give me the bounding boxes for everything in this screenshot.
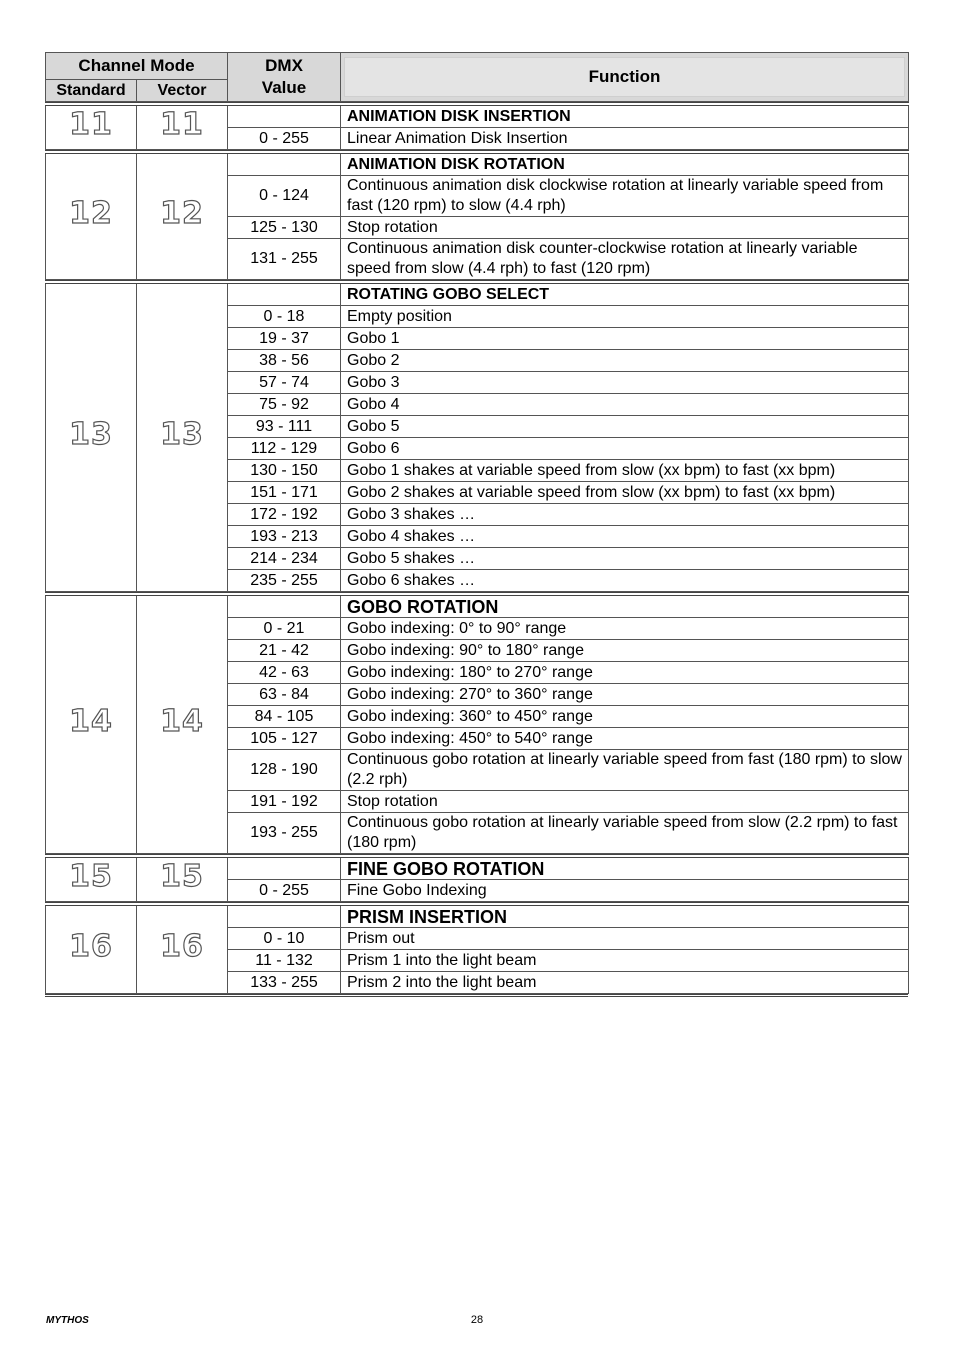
function-cell: Gobo 6 — [341, 438, 909, 460]
standard-channel-number — [46, 904, 137, 994]
dmx-value-cell: 93 - 111 — [228, 416, 341, 438]
dmx-value-cell: 21 - 42 — [228, 640, 341, 662]
dmx-value-cell: 57 - 74 — [228, 372, 341, 394]
function-header-label: Function — [344, 57, 905, 97]
function-cell: Prism 1 into the light beam — [341, 950, 909, 972]
function-cell: Continuous animation disk clockwise rotation at linearly variable speed from fast (120 rpm) to slow (4.4 rph) — [341, 176, 909, 217]
standard-channel-label: 14 — [69, 704, 113, 739]
function-cell: Gobo indexing: 450° to 540° range — [341, 728, 909, 750]
channel-group — [46, 856, 909, 902]
channel-group — [46, 594, 909, 854]
dmx-value-cell: 11 - 132 — [228, 950, 341, 972]
channel-group — [46, 904, 909, 994]
function-cell: Prism 2 into the light beam — [341, 972, 909, 994]
vector-channel-number — [137, 104, 228, 150]
dmx-value-cell: 0 - 21 — [228, 618, 341, 640]
dmx-value-cell: 0 - 124 — [228, 176, 341, 217]
vector-channel-label: 16 — [160, 929, 204, 964]
standard-channel-label: 16 — [69, 929, 113, 964]
dmx-channel-table — [45, 52, 909, 102]
dmx-value-cell: 193 - 213 — [228, 526, 341, 548]
function-cell: Gobo 4 — [341, 394, 909, 416]
standard-channel-number — [46, 282, 137, 592]
dmx-value-cell: 63 - 84 — [228, 684, 341, 706]
dmx-value-cell: 133 - 255 — [228, 972, 341, 994]
function-group-title: FINE GOBO ROTATION — [341, 856, 909, 880]
function-group-title: PRISM INSERTION — [341, 904, 909, 928]
standard-channel-number — [46, 594, 137, 854]
vector-channel-number — [137, 282, 228, 592]
dmx-value-cell: 38 - 56 — [228, 350, 341, 372]
dmx-value-cell: 42 - 63 — [228, 662, 341, 684]
standard-channel-number — [46, 104, 137, 150]
table-header — [46, 53, 909, 102]
dmx-value-cell: 131 - 255 — [228, 239, 341, 280]
function-group-title: ANIMATION DISK ROTATION — [341, 152, 909, 176]
dmx-value-cell: 193 - 255 — [228, 813, 341, 854]
vector-channel-number — [137, 152, 228, 280]
vector-channel-label: 11 — [160, 107, 204, 142]
dmx-value-cell: 0 - 255 — [228, 128, 341, 150]
function-cell: Gobo 3 shakes … — [341, 504, 909, 526]
function-cell: Gobo 1 shakes at variable speed from slow (xx bpm) to fast (xx bpm) — [341, 460, 909, 482]
group-title-row — [46, 904, 909, 928]
channel-group — [46, 104, 909, 150]
group-title-row — [46, 282, 909, 306]
channel-group-table — [45, 102, 909, 150]
function-cell: Fine Gobo Indexing — [341, 880, 909, 902]
dmx-cell-empty — [228, 904, 341, 928]
function-cell: Gobo indexing: 270° to 360° range — [341, 684, 909, 706]
function-group-title: GOBO ROTATION — [341, 594, 909, 618]
dmx-value-cell: 125 - 130 — [228, 217, 341, 239]
function-cell: Prism out — [341, 928, 909, 950]
function-cell: Gobo 6 shakes … — [341, 570, 909, 592]
standard-channel-label: 15 — [69, 859, 113, 894]
function-cell: Gobo indexing: 180° to 270° range — [341, 662, 909, 684]
function-cell: Gobo indexing: 360° to 450° range — [341, 706, 909, 728]
dmx-cell-empty — [228, 152, 341, 176]
table-bottom-rule — [45, 994, 908, 997]
dmx-cell-empty — [228, 856, 341, 880]
function-cell: Gobo indexing: 0° to 90° range — [341, 618, 909, 640]
dmx-value-cell: 172 - 192 — [228, 504, 341, 526]
footer-brand: MYTHOS — [46, 1315, 89, 1326]
dmx-value-cell: 191 - 192 — [228, 791, 341, 813]
dmx-value-cell: 0 - 18 — [228, 306, 341, 328]
dmx-value-cell: 235 - 255 — [228, 570, 341, 592]
function-cell: Gobo 5 — [341, 416, 909, 438]
function-cell: Gobo 1 — [341, 328, 909, 350]
standard-channel-number — [46, 856, 137, 902]
dmx-cell-empty — [228, 104, 341, 128]
function-group-title: ANIMATION DISK INSERTION — [341, 104, 909, 128]
channel-group-table — [45, 592, 909, 854]
dmx-channel-table-container — [45, 52, 908, 997]
vector-header: Vector — [137, 80, 228, 102]
channel-groups — [45, 102, 908, 994]
dmx-value-label: DMX Value — [261, 56, 307, 97]
group-title-row — [46, 856, 909, 880]
channel-group-table — [45, 854, 909, 902]
vector-channel-label: 13 — [160, 417, 204, 452]
channel-group-table — [45, 280, 909, 592]
group-title-row — [46, 594, 909, 618]
dmx-value-header — [228, 53, 341, 102]
function-cell: Gobo 5 shakes … — [341, 548, 909, 570]
channel-group-table — [45, 150, 909, 280]
dmx-value-cell: 130 - 150 — [228, 460, 341, 482]
vector-channel-label: 12 — [160, 196, 204, 231]
dmx-value-cell: 214 - 234 — [228, 548, 341, 570]
dmx-value-cell: 84 - 105 — [228, 706, 341, 728]
dmx-value-cell: 75 - 92 — [228, 394, 341, 416]
function-cell: Linear Animation Disk Insertion — [341, 128, 909, 150]
function-cell: Continuous animation disk counter-clockwise rotation at linearly variable speed from slow (4.4 rph) to fast (120 rpm) — [341, 239, 909, 280]
group-title-row — [46, 104, 909, 128]
channel-group — [46, 152, 909, 280]
channel-mode-header: Channel Mode — [46, 53, 228, 80]
dmx-value-cell: 0 - 10 — [228, 928, 341, 950]
function-cell: Continuous gobo rotation at linearly variable speed from slow (2.2 rpm) to fast (180 rpm) — [341, 813, 909, 854]
dmx-value-cell: 151 - 171 — [228, 482, 341, 504]
function-cell: Gobo 2 — [341, 350, 909, 372]
function-cell: Stop rotation — [341, 217, 909, 239]
vector-channel-label: 14 — [160, 704, 204, 739]
group-title-row — [46, 152, 909, 176]
channel-group-table — [45, 902, 909, 994]
function-cell: Gobo indexing: 90° to 180° range — [341, 640, 909, 662]
function-cell: Gobo 4 shakes … — [341, 526, 909, 548]
dmx-cell-empty — [228, 282, 341, 306]
function-group-title: ROTATING GOBO SELECT — [341, 282, 909, 306]
channel-group — [46, 282, 909, 592]
function-cell: Empty position — [341, 306, 909, 328]
standard-channel-label: 11 — [69, 107, 113, 142]
vector-channel-number — [137, 856, 228, 902]
dmx-value-cell: 105 - 127 — [228, 728, 341, 750]
standard-channel-number — [46, 152, 137, 280]
dmx-value-cell: 0 - 255 — [228, 880, 341, 902]
vector-channel-label: 15 — [160, 859, 204, 894]
function-cell: Gobo 3 — [341, 372, 909, 394]
page-number: 28 — [470, 1314, 484, 1326]
standard-header: Standard — [46, 80, 137, 102]
standard-channel-label: 13 — [69, 417, 113, 452]
dmx-cell-empty — [228, 594, 341, 618]
vector-channel-number — [137, 594, 228, 854]
function-cell: Stop rotation — [341, 791, 909, 813]
dmx-value-cell: 19 - 37 — [228, 328, 341, 350]
standard-channel-label: 12 — [69, 196, 113, 231]
function-cell: Continuous gobo rotation at linearly variable speed from fast (180 rpm) to slow (2.2 rph) — [341, 750, 909, 791]
dmx-value-cell: 112 - 129 — [228, 438, 341, 460]
vector-channel-number — [137, 904, 228, 994]
dmx-value-cell: 128 - 190 — [228, 750, 341, 791]
function-cell: Gobo 2 shakes at variable speed from slow (xx bpm) to fast (xx bpm) — [341, 482, 909, 504]
function-header — [341, 53, 909, 102]
